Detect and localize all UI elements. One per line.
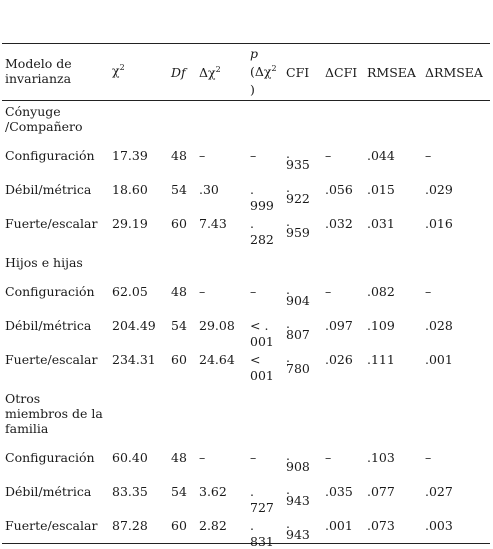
row-cfi-bottom: 959 [286,225,310,240]
row-chi2: 204.49 [112,318,156,333]
row-dcfi: .056 [325,182,353,197]
header-drmsea: ΔRMSEA [425,65,483,80]
row-dcfi: .001 [325,518,353,533]
row-drmsea: .029 [425,182,453,197]
row-p-bottom: 999 [250,198,274,213]
row-p-top: – [250,148,257,163]
row-cfi-bottom: 943 [286,527,310,542]
header-dchi2-sup: 2 [215,65,221,74]
row-dchi2: 3.62 [199,484,227,499]
row-model: Fuerte/escalar [5,216,98,231]
row-rmsea: .111 [367,352,395,367]
row-cfi-top: . [286,316,290,331]
row-p-top: . [250,216,254,231]
group-title: Hijos e hijas [5,255,83,270]
row-dchi2: 7.43 [199,216,227,231]
row-rmsea: .015 [367,182,395,197]
row-rmsea: .109 [367,318,395,333]
row-df: 60 [171,216,187,231]
header-df: Df [171,65,186,80]
header-dchi2-base: Δχ [199,65,216,80]
row-p-top: – [250,284,257,299]
row-cfi-bottom: 807 [286,327,310,342]
row-p-top: < . [250,318,269,333]
row-df: 54 [171,318,187,333]
group-title: Otros miembros de la familia [5,391,103,436]
row-cfi-top: . [286,482,290,497]
row-model: Débil/métrica [5,182,92,197]
row-p-top: – [250,450,257,465]
row-rmsea: .077 [367,484,395,499]
row-chi2: 29.19 [112,216,148,231]
row-cfi-bottom: 935 [286,157,310,172]
row-p-top: . [250,484,254,499]
row-chi2: 18.60 [112,182,148,197]
row-dchi2: – [199,148,206,163]
row-drmsea: – [425,148,432,163]
row-dchi2: .30 [199,182,219,197]
header-dcfi: ΔCFI [325,65,358,80]
row-drmsea: .027 [425,484,453,499]
row-cfi-bottom: 780 [286,361,310,376]
row-p-bottom: 727 [250,500,274,515]
row-drmsea: .016 [425,216,453,231]
row-dchi2: 24.64 [199,352,235,367]
row-cfi-top: . [286,146,290,161]
row-p-bottom: 001 [250,334,274,349]
header-chi2-sup: 2 [119,63,125,72]
row-chi2: 83.35 [112,484,148,499]
row-drmsea: .028 [425,318,453,333]
header-p: p [250,46,259,61]
row-p-bottom: 001 [250,368,274,383]
row-rmsea: .103 [367,450,395,465]
header-cfi: CFI [286,65,310,80]
row-p-bottom: 831 [250,534,274,549]
row-dchi2: 29.08 [199,318,235,333]
row-df: 60 [171,518,187,533]
row-dcfi: .026 [325,352,353,367]
row-df: 54 [171,484,187,499]
table-bottom-rule [2,543,490,544]
row-chi2: 62.05 [112,284,148,299]
row-dcfi: .035 [325,484,353,499]
header-rmsea: RMSEA [367,65,416,80]
row-chi2: 87.28 [112,518,148,533]
row-cfi-bottom: 904 [286,293,310,308]
row-df: 54 [171,182,187,197]
header-p-sup: 2 [271,64,277,73]
row-cfi-top: . [286,350,290,365]
row-model: Configuración [5,284,95,299]
row-p-top: . [250,518,254,533]
row-p-bottom: 282 [250,232,274,247]
row-chi2: 17.39 [112,148,148,163]
row-model: Fuerte/escalar [5,518,98,533]
row-dcfi: – [325,284,332,299]
row-cfi-top: . [286,448,290,463]
header-chi2 [112,63,125,78]
row-chi2: 234.31 [112,352,156,367]
row-dcfi: – [325,148,332,163]
row-model: Configuración [5,148,95,163]
header-chi2-base: χ [112,63,120,78]
row-df: 60 [171,352,187,367]
row-p-top: < [250,352,261,367]
row-dcfi: – [325,450,332,465]
row-cfi-top: . [286,214,290,229]
row-model: Débil/métrica [5,318,92,333]
row-cfi-top: . [286,516,290,531]
table-top-rule [2,43,490,44]
row-dcfi: .097 [325,318,353,333]
row-cfi-bottom: 943 [286,493,310,508]
row-cfi-top: . [286,282,290,297]
row-df: 48 [171,450,187,465]
row-dchi2: 2.82 [199,518,227,533]
row-chi2: 60.40 [112,450,148,465]
row-model: Configuración [5,450,95,465]
row-rmsea: .082 [367,284,395,299]
row-df: 48 [171,284,187,299]
row-cfi-top: . [286,180,290,195]
row-model: Fuerte/escalar [5,352,98,367]
header-modelo: Modelo de invarianza [5,56,72,86]
header-dchi2 [199,65,221,80]
table-header-rule [2,100,490,101]
header-p-close: ) [250,82,255,97]
row-cfi-bottom: 922 [286,191,310,206]
row-drmsea: .003 [425,518,453,533]
row-df: 48 [171,148,187,163]
header-p-open: (Δχ [250,64,272,79]
row-dcfi: .032 [325,216,353,231]
row-model: Débil/métrica [5,484,92,499]
row-drmsea: – [425,284,432,299]
header-p-paren [250,64,277,79]
row-drmsea: .001 [425,352,453,367]
row-dchi2: – [199,450,206,465]
row-p-top: . [250,182,254,197]
row-drmsea: – [425,450,432,465]
row-cfi-bottom: 908 [286,459,310,474]
row-rmsea: .073 [367,518,395,533]
row-dchi2: – [199,284,206,299]
row-rmsea: .044 [367,148,395,163]
row-rmsea: .031 [367,216,395,231]
group-title: Cónyuge /Compañero [5,104,83,134]
